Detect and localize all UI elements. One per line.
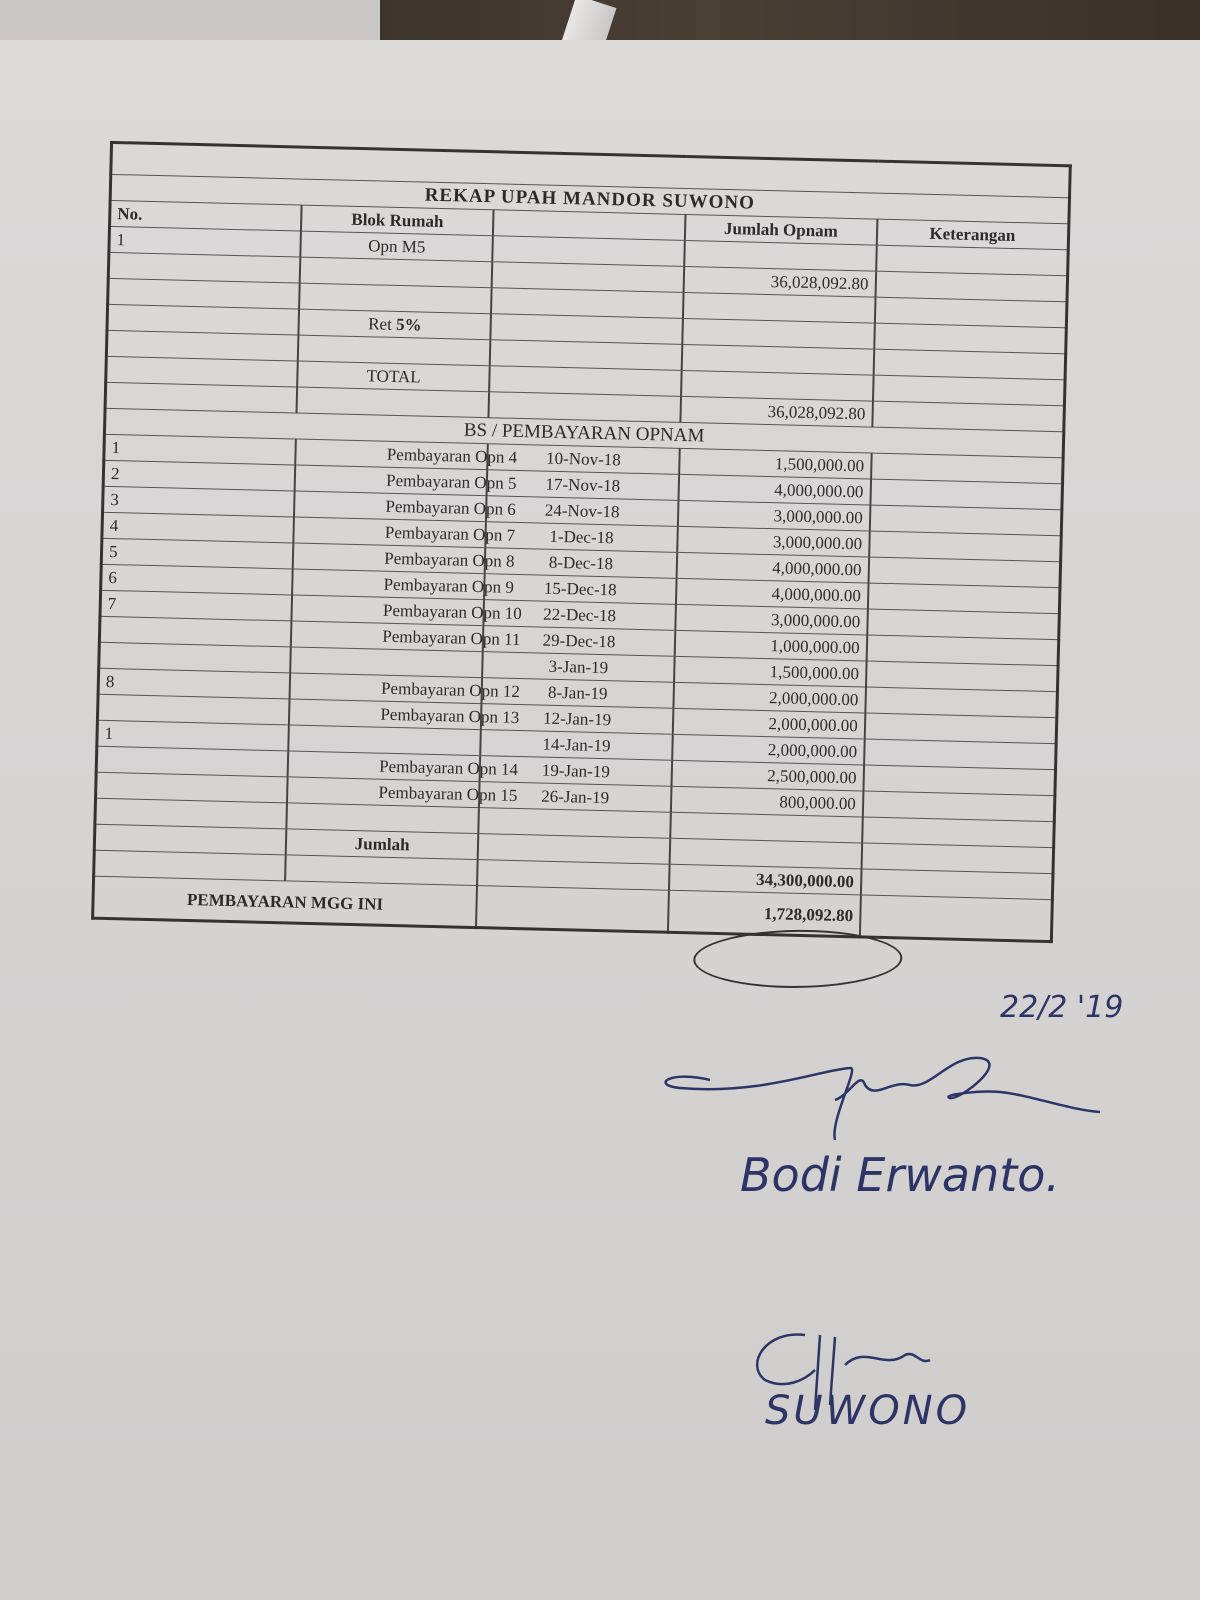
payment-amount: 1,000,000.00 bbox=[675, 630, 867, 661]
signer-2-name: SUWONO bbox=[765, 1388, 971, 1434]
payment-date: 24-Nov-18 bbox=[486, 496, 678, 527]
pembayaran-label: PEMBAYARAN MGG INI bbox=[93, 876, 478, 927]
payment-no: 1 bbox=[104, 434, 296, 465]
payment-description: Pembayaran Opn 6 bbox=[294, 491, 486, 522]
payment-description: Pembayaran Opn 13 bbox=[289, 699, 481, 730]
payment-date: 8-Jan-19 bbox=[482, 678, 674, 709]
payment-date: 1-Dec-18 bbox=[485, 522, 677, 553]
payment-amount: 2,000,000.00 bbox=[673, 682, 865, 713]
payment-amount: 2,000,000.00 bbox=[672, 734, 864, 765]
payment-date: 15-Dec-18 bbox=[484, 574, 676, 605]
payment-no: 6 bbox=[101, 564, 293, 595]
payment-date: 10-Nov-18 bbox=[487, 444, 679, 475]
payment-date: 29-Dec-18 bbox=[483, 626, 675, 657]
retention-percent: 5% bbox=[395, 314, 422, 335]
payment-no: 5 bbox=[101, 538, 293, 569]
payment-date: 26-Jan-19 bbox=[479, 782, 671, 813]
payment-amount: 1,500,000.00 bbox=[674, 656, 866, 687]
payment-amount: 1,500,000.00 bbox=[679, 448, 871, 479]
handwritten-date: 22/2 '19 bbox=[1000, 990, 1124, 1025]
total-label: TOTAL bbox=[297, 361, 489, 392]
opnam-no: 1 bbox=[109, 226, 301, 257]
payment-amount: 4,000,000.00 bbox=[676, 552, 868, 583]
payment-no: 1 bbox=[97, 720, 289, 751]
signer-1-name: Bodi Erwanto. bbox=[740, 1148, 1061, 1202]
payment-amount: 3,000,000.00 bbox=[677, 526, 869, 557]
signature-1 bbox=[650, 1040, 1110, 1150]
payment-amount: 4,000,000.00 bbox=[678, 474, 870, 505]
header-blok-rumah: Blok Rumah bbox=[301, 205, 493, 236]
payment-date: 8-Dec-18 bbox=[485, 548, 677, 579]
rekap-table bbox=[91, 141, 1072, 943]
header-jumlah-opnam: Jumlah Opnam bbox=[685, 214, 877, 245]
payment-amount: 2,500,000.00 bbox=[671, 760, 863, 791]
payment-amount: 3,000,000.00 bbox=[678, 500, 870, 531]
payment-description: Pembayaran Opn 12 bbox=[290, 673, 482, 704]
payment-date: 14-Jan-19 bbox=[480, 730, 672, 761]
payment-description: Pembayaran Opn 11 bbox=[291, 621, 483, 652]
jumlah-label: Jumlah bbox=[286, 829, 478, 860]
payment-no: 4 bbox=[102, 512, 294, 543]
payment-date: 19-Jan-19 bbox=[480, 756, 672, 787]
payments-table-body bbox=[96, 434, 1064, 821]
header-no: No. bbox=[110, 200, 302, 231]
pembayaran-amount: 1,728,092.80 bbox=[668, 890, 861, 937]
payment-amount: 2,000,000.00 bbox=[673, 708, 865, 739]
payment-amount: 800,000.00 bbox=[671, 786, 863, 817]
opnam-item: Opn M5 bbox=[301, 231, 493, 262]
payment-date: 12-Jan-19 bbox=[481, 704, 673, 735]
payment-no: 7 bbox=[100, 590, 292, 621]
payment-description: Pembayaran Opn 4 bbox=[296, 439, 488, 470]
payment-description: Pembayaran Opn 10 bbox=[292, 595, 484, 626]
payment-date: 22-Dec-18 bbox=[483, 600, 675, 631]
header-keterangan: Keterangan bbox=[876, 219, 1068, 250]
jumlah-amount: 34,300,000.00 bbox=[669, 864, 861, 895]
document-title: REKAP UPAH MANDOR SUWONO bbox=[110, 174, 1069, 223]
payment-no: 3 bbox=[103, 486, 295, 517]
payment-amount: 4,000,000.00 bbox=[676, 578, 868, 609]
payment-description: Pembayaran Opn 5 bbox=[295, 465, 487, 496]
payment-amount: 3,000,000.00 bbox=[675, 604, 867, 635]
section-title: BS / PEMBAYARAN OPNAM bbox=[104, 408, 1063, 457]
payment-date: 3-Jan-19 bbox=[482, 652, 674, 683]
payment-description: Pembayaran Opn 14 bbox=[288, 751, 480, 782]
retention-label: Ret bbox=[367, 314, 393, 334]
payment-description: Pembayaran Opn 9 bbox=[292, 569, 484, 600]
payment-no: 8 bbox=[98, 668, 290, 699]
payment-description: Pembayaran Opn 8 bbox=[293, 543, 485, 574]
payment-date: 17-Nov-18 bbox=[487, 470, 679, 501]
payment-no: 2 bbox=[103, 460, 295, 491]
total-amount: 36,028,092.80 bbox=[680, 396, 872, 427]
payment-description: Pembayaran Opn 7 bbox=[294, 517, 486, 548]
circled-amount-mark bbox=[693, 929, 903, 989]
opnam-amount: 36,028,092.80 bbox=[683, 266, 875, 297]
payment-description: Pembayaran Opn 15 bbox=[287, 777, 479, 808]
